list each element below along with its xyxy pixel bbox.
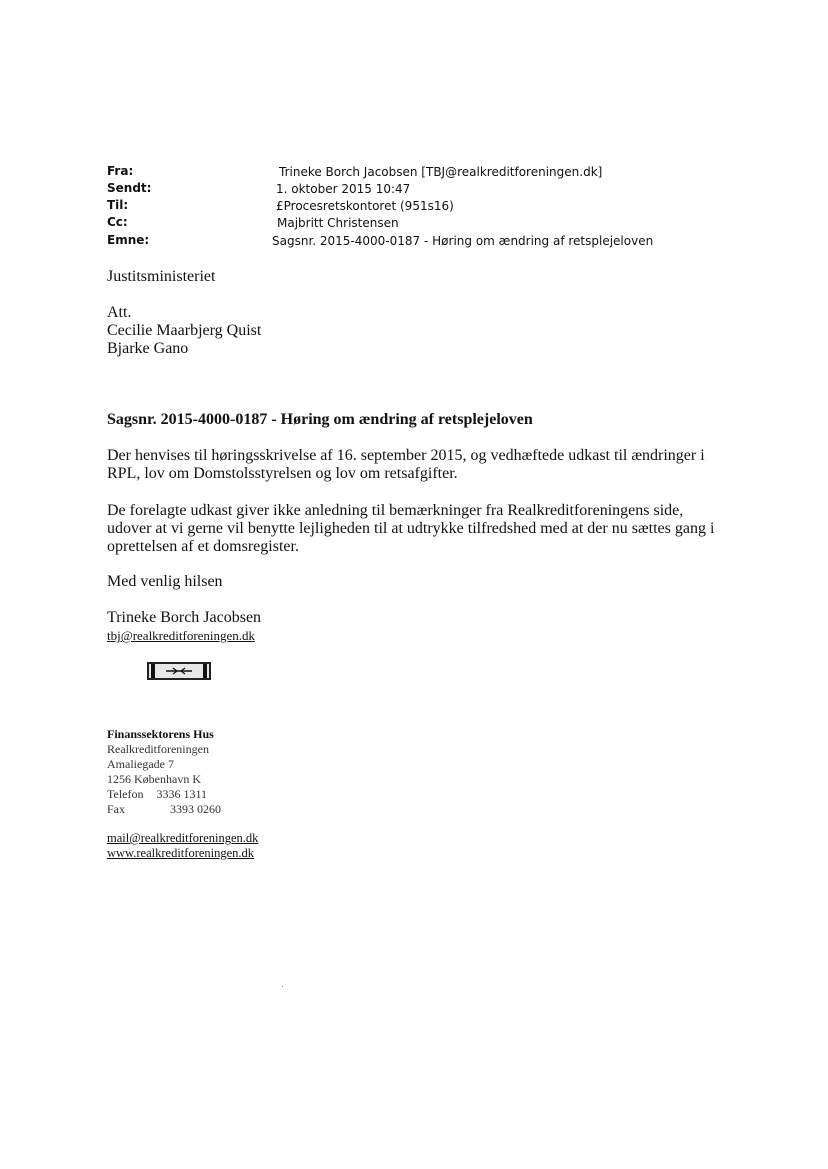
letter-subject: Sagsnr. 2015-4000-0187 - Høring om ændring af retsplejeloven xyxy=(107,411,533,428)
organization-logo xyxy=(147,662,211,680)
subject-label: Emne: xyxy=(107,233,150,247)
logo-bar-left xyxy=(151,664,155,678)
recipient: Justitsministeriet xyxy=(107,268,216,285)
signature-org: Finanssektorens Hus xyxy=(107,727,214,741)
phone-row xyxy=(107,787,207,803)
att-name: Bjarke Gano xyxy=(107,340,189,357)
sender-name: Trineke Borch Jacobsen xyxy=(107,609,262,626)
scan-speck xyxy=(282,986,283,987)
signature-email-link[interactable]: mail@realkreditforeningen.dk xyxy=(107,831,259,845)
sender-email-link[interactable]: tbj@realkreditforeningen.dk xyxy=(107,628,256,643)
att-label: Att. xyxy=(107,304,132,321)
signature-website-link[interactable]: www.realkreditforeningen.dk xyxy=(107,846,255,860)
signature-line: Amaliegade 7 xyxy=(107,757,174,771)
closing: Med venlig hilsen xyxy=(107,573,223,590)
cc-value: Majbritt Christensen xyxy=(277,216,399,230)
phone-number: 3336 1311 xyxy=(156,787,208,801)
phone-label: Telefon xyxy=(107,787,144,801)
logo-bar-right xyxy=(203,664,207,678)
from-value: Trineke Borch Jacobsen [TBJ@realkreditforeningen.dk] xyxy=(279,165,603,179)
paragraph-1-line-1: Der henvises til høringsskrivelse af 16. september 2015, og vedhæftede udkast til ændringer i xyxy=(107,447,705,464)
cc-label: Cc: xyxy=(107,215,128,229)
fax-label: Fax xyxy=(107,802,125,816)
paragraph-2-line-3: oprettelsen af et domsregister. xyxy=(107,538,299,555)
paragraph-2-line-2: udover at vi gerne vil benytte lejligheden til at udtrykke tilfredshed med at der nu sættes gang i xyxy=(107,520,715,537)
sent-label: Sendt: xyxy=(107,181,152,195)
paragraph-2-line-1: De forelagte udkast giver ikke anledning til bemærkninger fra Realkreditforeningens side, xyxy=(107,502,684,519)
sent-value: 1. oktober 2015 10:47 xyxy=(276,182,411,196)
logo-mark-icon xyxy=(164,666,194,676)
from-label: Fra: xyxy=(107,164,134,178)
paragraph-1-line-2: RPL, lov om Domstolsstyrelsen og lov om retsafgifter. xyxy=(107,465,458,482)
fax-number: 3393 0260 xyxy=(170,802,221,816)
to-label: Til: xyxy=(107,198,129,212)
signature-line: 1256 København K xyxy=(107,772,201,786)
att-name: Cecilie Maarbjerg Quist xyxy=(107,322,262,339)
to-value: £Procesretskontoret (951s16) xyxy=(276,199,454,213)
subject-value: Sagsnr. 2015-4000-0187 - Høring om ændring af retsplejeloven xyxy=(272,234,654,248)
fax-row xyxy=(107,802,221,818)
signature-line: Realkreditforeningen xyxy=(107,742,209,756)
